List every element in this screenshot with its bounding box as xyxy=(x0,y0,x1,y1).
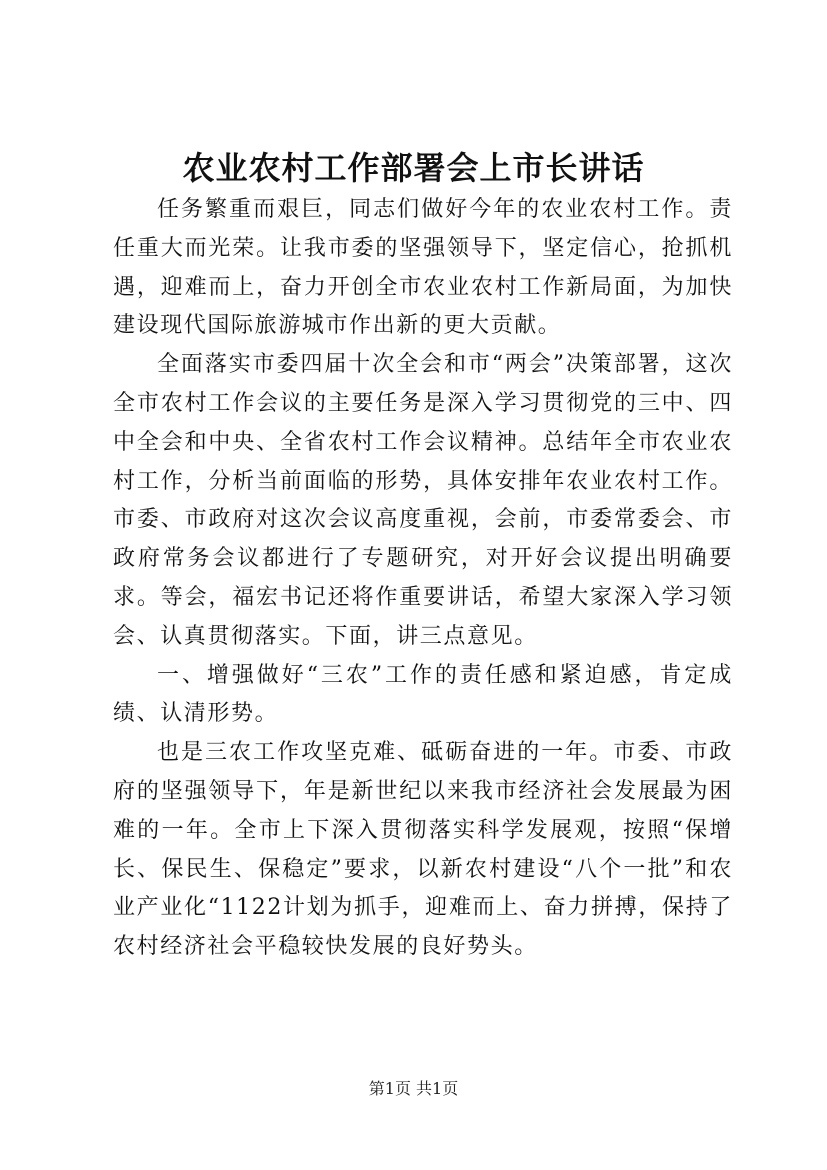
paragraph-4: 也是三农工作攻坚克难、砥砺奋进的一年。市委、市政府的坚强领导下，年是新世纪以来我市经济社会发展最为困难的一年。全市上下深入贯彻落实科学发展观，按照“保增长、保民生、保稳定”要求，以新农村建设“八个一批”和农业产业化“1122计划为抓手，迎难而上、奋力拼搏，保持了农村经济社会平稳较快发展的良好势头。 xyxy=(113,740,733,960)
paragraph-1: 任务繁重而艰巨，同志们做好今年的农业农村工作。责任重大而光荣。让我市委的坚强领导下，坚定信心，抢抓机遇，迎难而上，奋力开创全市农业农村工作新局面，为加快建设现代国际旅游城市作出新的更大贡献。 xyxy=(113,197,733,339)
document-body xyxy=(113,191,733,967)
paragraph-2: 全面落实市委四届十次全会和市“两会”决策部署，这次全市农村工作会议的主要任务是深入学习贯彻党的三中、四中全会和中央、全省农村工作会议精神。总结年全市农业农村工作，分析当前面临的形势，具体安排年农业农村工作。市委、市政府对这次会议高度重视，会前，市委常委会、市政府常务会议都进行了专题研究，对开好会议提出明确要求。等会，福宏书记还将作重要讲话，希望大家深入学习领会、认真贯彻落实。下面，讲三点意见。 xyxy=(113,352,733,649)
paragraph-3: 一、增强做好“三农”工作的责任感和紧迫感，肯定成绩、认清形势。 xyxy=(113,662,733,727)
page-footer: 第1页 共1页 xyxy=(368,1079,459,1098)
page-title: 农业农村工作部署会上市长讲话 xyxy=(182,149,645,187)
